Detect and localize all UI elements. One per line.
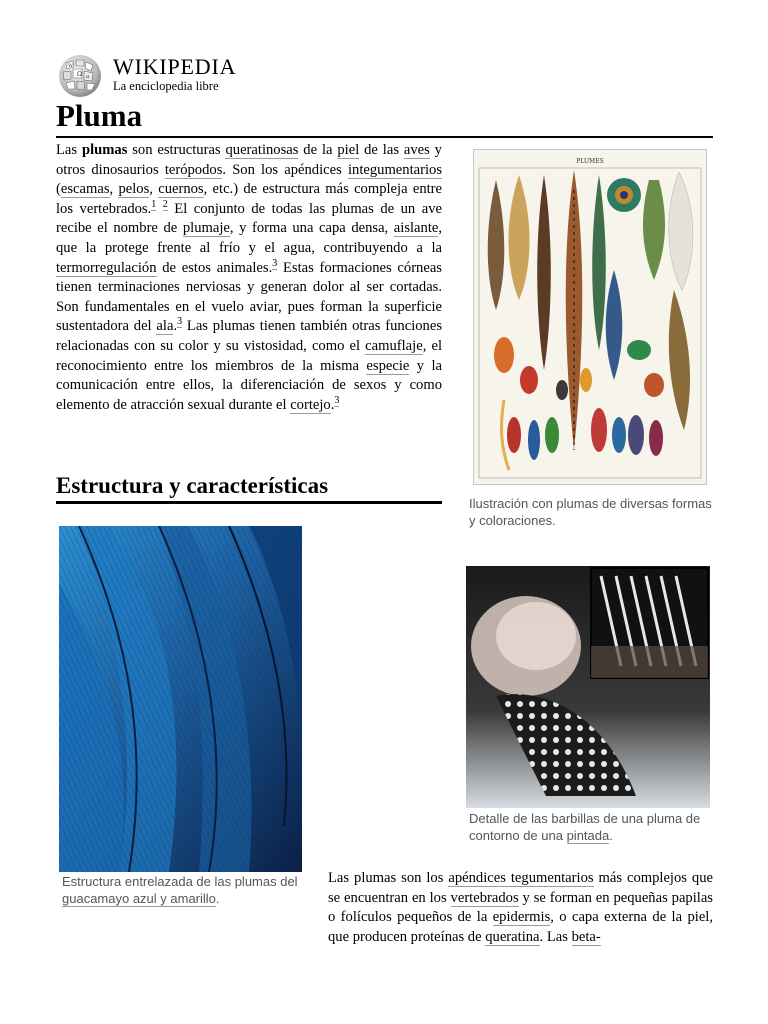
- reference-link[interactable]: 3: [334, 394, 340, 406]
- reference-link[interactable]: 2: [162, 198, 168, 210]
- wikipedia-header[interactable]: [56, 54, 276, 98]
- macaw-feathers-image[interactable]: [59, 526, 302, 872]
- reference-link[interactable]: 3: [177, 316, 183, 328]
- feathers-plate-figure: [469, 149, 713, 529]
- plate-heading: PLUMES: [576, 158, 604, 165]
- svg-text:и: и: [86, 74, 90, 80]
- link-escamas[interactable]: escamas: [60, 181, 110, 198]
- link-beta[interactable]: beta-: [571, 928, 601, 945]
- link-pintada[interactable]: pintada: [566, 828, 610, 843]
- link-queratina[interactable]: queratina: [485, 928, 540, 945]
- page-title: Pluma: [56, 98, 143, 133]
- title-divider: [56, 136, 713, 138]
- reference-link[interactable]: 1: [151, 198, 157, 210]
- link-teropodos[interactable]: terópodos: [164, 161, 223, 178]
- link-termorregulacion[interactable]: termorregulación: [56, 259, 157, 276]
- link-cuernos[interactable]: cuernos: [158, 181, 204, 198]
- barbs-detail-image[interactable]: [466, 566, 710, 808]
- barbs-caption: Detalle de las barbillas de una pluma de contorno de una pintada.: [469, 811, 701, 843]
- link-guacamayo[interactable]: guacamayo azul y amarillo: [62, 891, 216, 906]
- link-plumaje[interactable]: plumaje: [182, 220, 230, 237]
- link-epidermis[interactable]: epidermis: [492, 909, 551, 926]
- link-pelos[interactable]: pelos: [118, 181, 150, 198]
- wikipedia-globe-icon: [56, 54, 104, 98]
- barbs-detail-figure: [466, 566, 713, 844]
- lead-paragraph: Las plumas son estructuras queratinosas de la piel de las aves y otros dinosaurios terópodos. Son los apéndices integumentarios (escamas, pelos, cuernos, etc.) de estructura más compleja entre los vertebrados.$^1$ $^2$ El conjunto de todas las plumas de un ave recibe el nombre de plumaje, y forma una capa densa, aislante, que la protege frente al frío y el agua, contribuyendo a la termorregulación de estos animales.$^3$ Estas formaciones córneas tienen terminaciones nerviosas y generan dolor al ser cortadas. Son fundamentales en el vuelo aviar, pues forman la superficie sustentadora del ala.$^3$ Las plumas tienen también otras funciones relacionadas con su color y su vistosidad, como el camuflaje, el reconocimiento entre los miembros de la misma especie y la comunicación entre ellos, la diferenciación de sexos y como elemento de atracción sexual durante el cortejo.$^3$: [56, 142, 443, 413]
- link-ala[interactable]: ala: [156, 318, 174, 335]
- wikipedia-wordmark: WIKIPEDIA: [113, 54, 237, 79]
- link-especie[interactable]: especie: [366, 357, 410, 374]
- link-integumentarios[interactable]: integumentarios: [347, 161, 442, 178]
- wikipedia-tagline: La enciclopedia libre: [113, 79, 219, 93]
- link-apendices-tegumentarios[interactable]: apéndices tegumentarios: [448, 870, 594, 886]
- section-divider: [56, 501, 442, 504]
- bold-term: plumas: [81, 142, 128, 158]
- section-heading: Estructura y características: [56, 473, 329, 498]
- plate-caption: Ilustración con plumas de diversas formas y coloraciones.: [469, 496, 712, 528]
- link-cortejo[interactable]: cortejo: [290, 396, 331, 413]
- feathers-plate-image[interactable]: [473, 149, 707, 485]
- link-vertebrados[interactable]: vertebrados: [450, 889, 519, 906]
- macaw-feathers-figure: [59, 526, 304, 907]
- link-aves[interactable]: aves: [403, 142, 430, 158]
- svg-text:Ω: Ω: [77, 71, 82, 78]
- svg-text:W: W: [68, 63, 74, 69]
- reference-link[interactable]: 3: [272, 257, 278, 269]
- link-queratinosas[interactable]: queratinosas: [225, 142, 299, 158]
- link-camuflaje[interactable]: camuflaje: [365, 337, 423, 354]
- structure-paragraph: Las plumas son los apéndices tegumentarios más complejos que se encuentran en los vertebrados y se forman en pequeñas papilas o folículos pequeños de la epidermis, o capa externa de la piel, que producen proteínas de queratina. Las beta-: [328, 870, 713, 945]
- link-piel[interactable]: piel: [337, 142, 360, 158]
- link-aislante[interactable]: aislante: [393, 220, 439, 237]
- macaw-caption: Estructura entrelazada de las plumas del guacamayo azul y amarillo.: [62, 874, 298, 906]
